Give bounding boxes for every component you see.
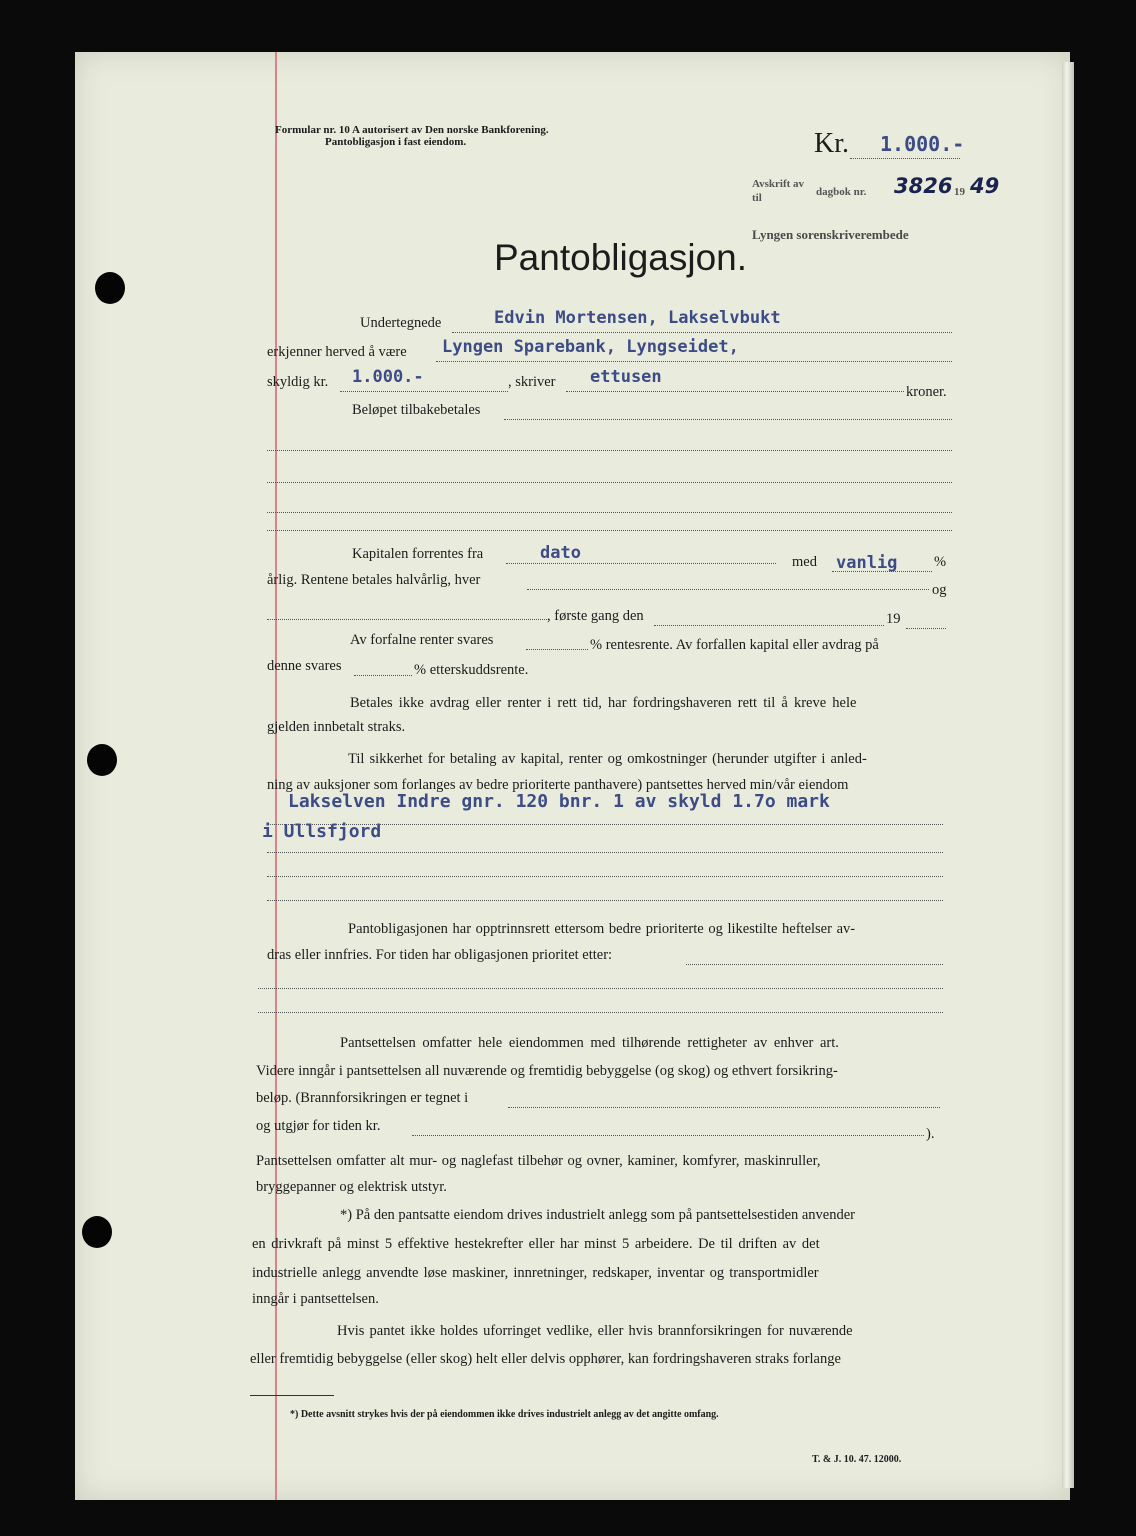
omfatter-dotline-2 [412, 1135, 924, 1136]
omfatter-line-4-end: ). [926, 1126, 935, 1142]
stamp-dagbok-label: dagbok nr. [816, 186, 867, 198]
property-dotline-3 [267, 876, 943, 877]
forste-dotline-2 [654, 625, 884, 626]
printer-mark: T. & J. 10. 47. 12000. [812, 1454, 902, 1465]
erkjenner-dotline [436, 361, 952, 362]
omfatter-line-1: Pantsettelsen omfatter hele eiendommen med tilhørende rettigheter av enhver art. [340, 1035, 839, 1051]
skriver-value: ettusen [590, 367, 662, 387]
denne-dotline [354, 675, 412, 676]
belopet-dotline-3 [267, 482, 952, 483]
skyldig-label: skyldig kr. [267, 374, 329, 390]
erkjenner-value: Lyngen Sparebank, Lyngseidet, [442, 337, 739, 357]
property-dotline-4 [267, 900, 943, 901]
hvis-line-1: Hvis pantet ikke holdes uforringet vedlike, eller hvis brannforsikringen for nuværende [337, 1323, 853, 1339]
stamp-line-1: Avskrift av [752, 178, 805, 190]
med-label: med [792, 554, 817, 570]
industri-line-4: inngår i pantsettelsen. [252, 1291, 379, 1307]
formular-line-2: Pantobligasjon i fast eiendom. [325, 136, 467, 148]
med-value: vanlig [836, 553, 898, 573]
stamp-number: 3826 [894, 174, 953, 198]
punch-hole-bottom [82, 1216, 112, 1248]
kr-label: Kr. [814, 128, 849, 159]
stamp-year: 49 [970, 174, 1000, 198]
property-dotline-2 [267, 852, 943, 853]
betales-line-1: Betales ikke avdrag eller renter i rett tid, har fordringshaveren rett til å kreve hele [350, 695, 857, 711]
forfalne-dotline [526, 649, 588, 650]
opptrinn-dotline-3 [258, 1012, 943, 1013]
opptrinn-line-1: Pantobligasjonen har opptrinnsrett ettersom bedre prioriterte og likestilte heftelser av- [348, 921, 856, 937]
mur-line-2: bryggepanner og elektrisk utstyr. [256, 1179, 447, 1195]
kapitalen-dotline [506, 563, 776, 564]
stamp-office: Lyngen sorenskriverembede [752, 227, 909, 242]
industri-line-1: *) På den pantsatte eiendom drives industrielt anlegg som på pantsettelsestiden anvender [340, 1207, 856, 1223]
property-line-1: Lakselven Indre gnr. 120 bnr. 1 av skyld 1.7o mark [288, 791, 830, 812]
belopet-dotline [504, 419, 952, 420]
undertegnede-label: Undertegnede [360, 315, 442, 331]
mur-line-1: Pantsettelsen omfatter alt mur- og naglefast tilbehør og ovner, kaminer, komfyrer, maskinruller, [256, 1153, 821, 1169]
omfatter-line-2: Videre inngår i pantsettelsen all nuværende og fremtidig bebyggelse (og skog) og ethvert forsikring- [256, 1063, 838, 1079]
kapitalen-label: Kapitalen forrentes fra [352, 546, 484, 562]
formular-line-1: Formular nr. 10 A autorisert av Den norske Bankforening. [275, 124, 549, 136]
omfatter-line-3: beløp. (Brannforsikringen er tegnet i [256, 1090, 469, 1106]
sikkerhet-line-2: ning av auksjoner som forlanges av bedre prioriterte panthavere) pantsettes herved min/vår eiendom [267, 777, 849, 793]
opptrinn-line-2: dras eller innfries. For tiden har obligasjonen prioritet etter: [267, 947, 613, 963]
stamp-year-prefix: 19 [954, 186, 965, 198]
kroner-label: kroner. [906, 384, 947, 400]
belopet-dotline-2 [267, 450, 952, 451]
betales-line-2: gjelden innbetalt straks. [267, 719, 406, 735]
footnote-text: *) Dette avsnitt strykes hvis der på eiendommen ikke drives industrielt anlegg av det angitte omfang. [290, 1409, 719, 1420]
skyldig-dotline [340, 391, 508, 392]
forfalne-end: % rentesrente. Av forfallen kapital eller avdrag på [590, 637, 879, 653]
kapitalen-value: dato [540, 543, 581, 563]
denne-start: denne svares [267, 658, 342, 674]
forfalne-start: Av forfalne renter svares [350, 632, 494, 648]
kr-amount: 1.000.- [880, 132, 965, 156]
undertegnede-dotline [452, 332, 952, 333]
footnote-rule [250, 1395, 334, 1396]
property-line-2: i Ullsfjord [262, 821, 382, 842]
stamp-line-2: til [752, 192, 762, 204]
forste-year-prefix: 19 [886, 611, 901, 627]
arlig-text: årlig. Rentene betales halvårlig, hver [267, 572, 481, 588]
hvis-line-2: eller fremtidig bebyggelse (eller skog) helt eller delvis opphører, kan fordringshaveren straks forlange [250, 1351, 841, 1367]
belopet-label: Beløpet tilbakebetales [352, 402, 481, 418]
sikkerhet-line-1: Til sikkerhet for betaling av kapital, renter og omkostninger (herunder utgifter i anled- [348, 751, 867, 767]
document-title: Pantobligasjon. [494, 237, 748, 278]
belopet-dotline-5 [267, 530, 952, 531]
industri-line-2: en drivkraft på minst 5 effektive hestekrefter eller har minst 5 arbeidere. De til driften av det [252, 1236, 820, 1252]
forste-dotline-1 [267, 619, 547, 620]
erkjenner-label: erkjenner herved å være [267, 344, 407, 360]
kr-dotline [850, 158, 960, 159]
arlig-dotline [527, 589, 929, 590]
omfatter-dotline-1 [508, 1107, 940, 1108]
skriver-label: , skriver [508, 374, 556, 390]
med-percent: % [934, 554, 947, 570]
skyldig-value: 1.000.- [352, 367, 424, 387]
skriver-dotline [566, 391, 904, 392]
og-label: og [932, 582, 947, 598]
undertegnede-value: Edvin Mortensen, Lakselvbukt [494, 308, 781, 328]
opptrinn-dotline [686, 964, 943, 965]
belopet-dotline-4 [267, 512, 952, 513]
page-stack-edge [1062, 62, 1074, 1488]
forste-year-dotline [906, 628, 946, 629]
denne-end: % etterskuddsrente. [414, 662, 529, 678]
omfatter-line-4: og utgjør for tiden kr. [256, 1118, 381, 1134]
punch-hole-top [95, 272, 125, 304]
industri-line-3: industrielle anlegg anvendte løse maskiner, innretninger, redskaper, inventar og transportmidler [252, 1265, 819, 1281]
forste-label: , første gang den [547, 608, 644, 624]
opptrinn-dotline-2 [258, 988, 943, 989]
punch-hole-middle [87, 744, 117, 776]
